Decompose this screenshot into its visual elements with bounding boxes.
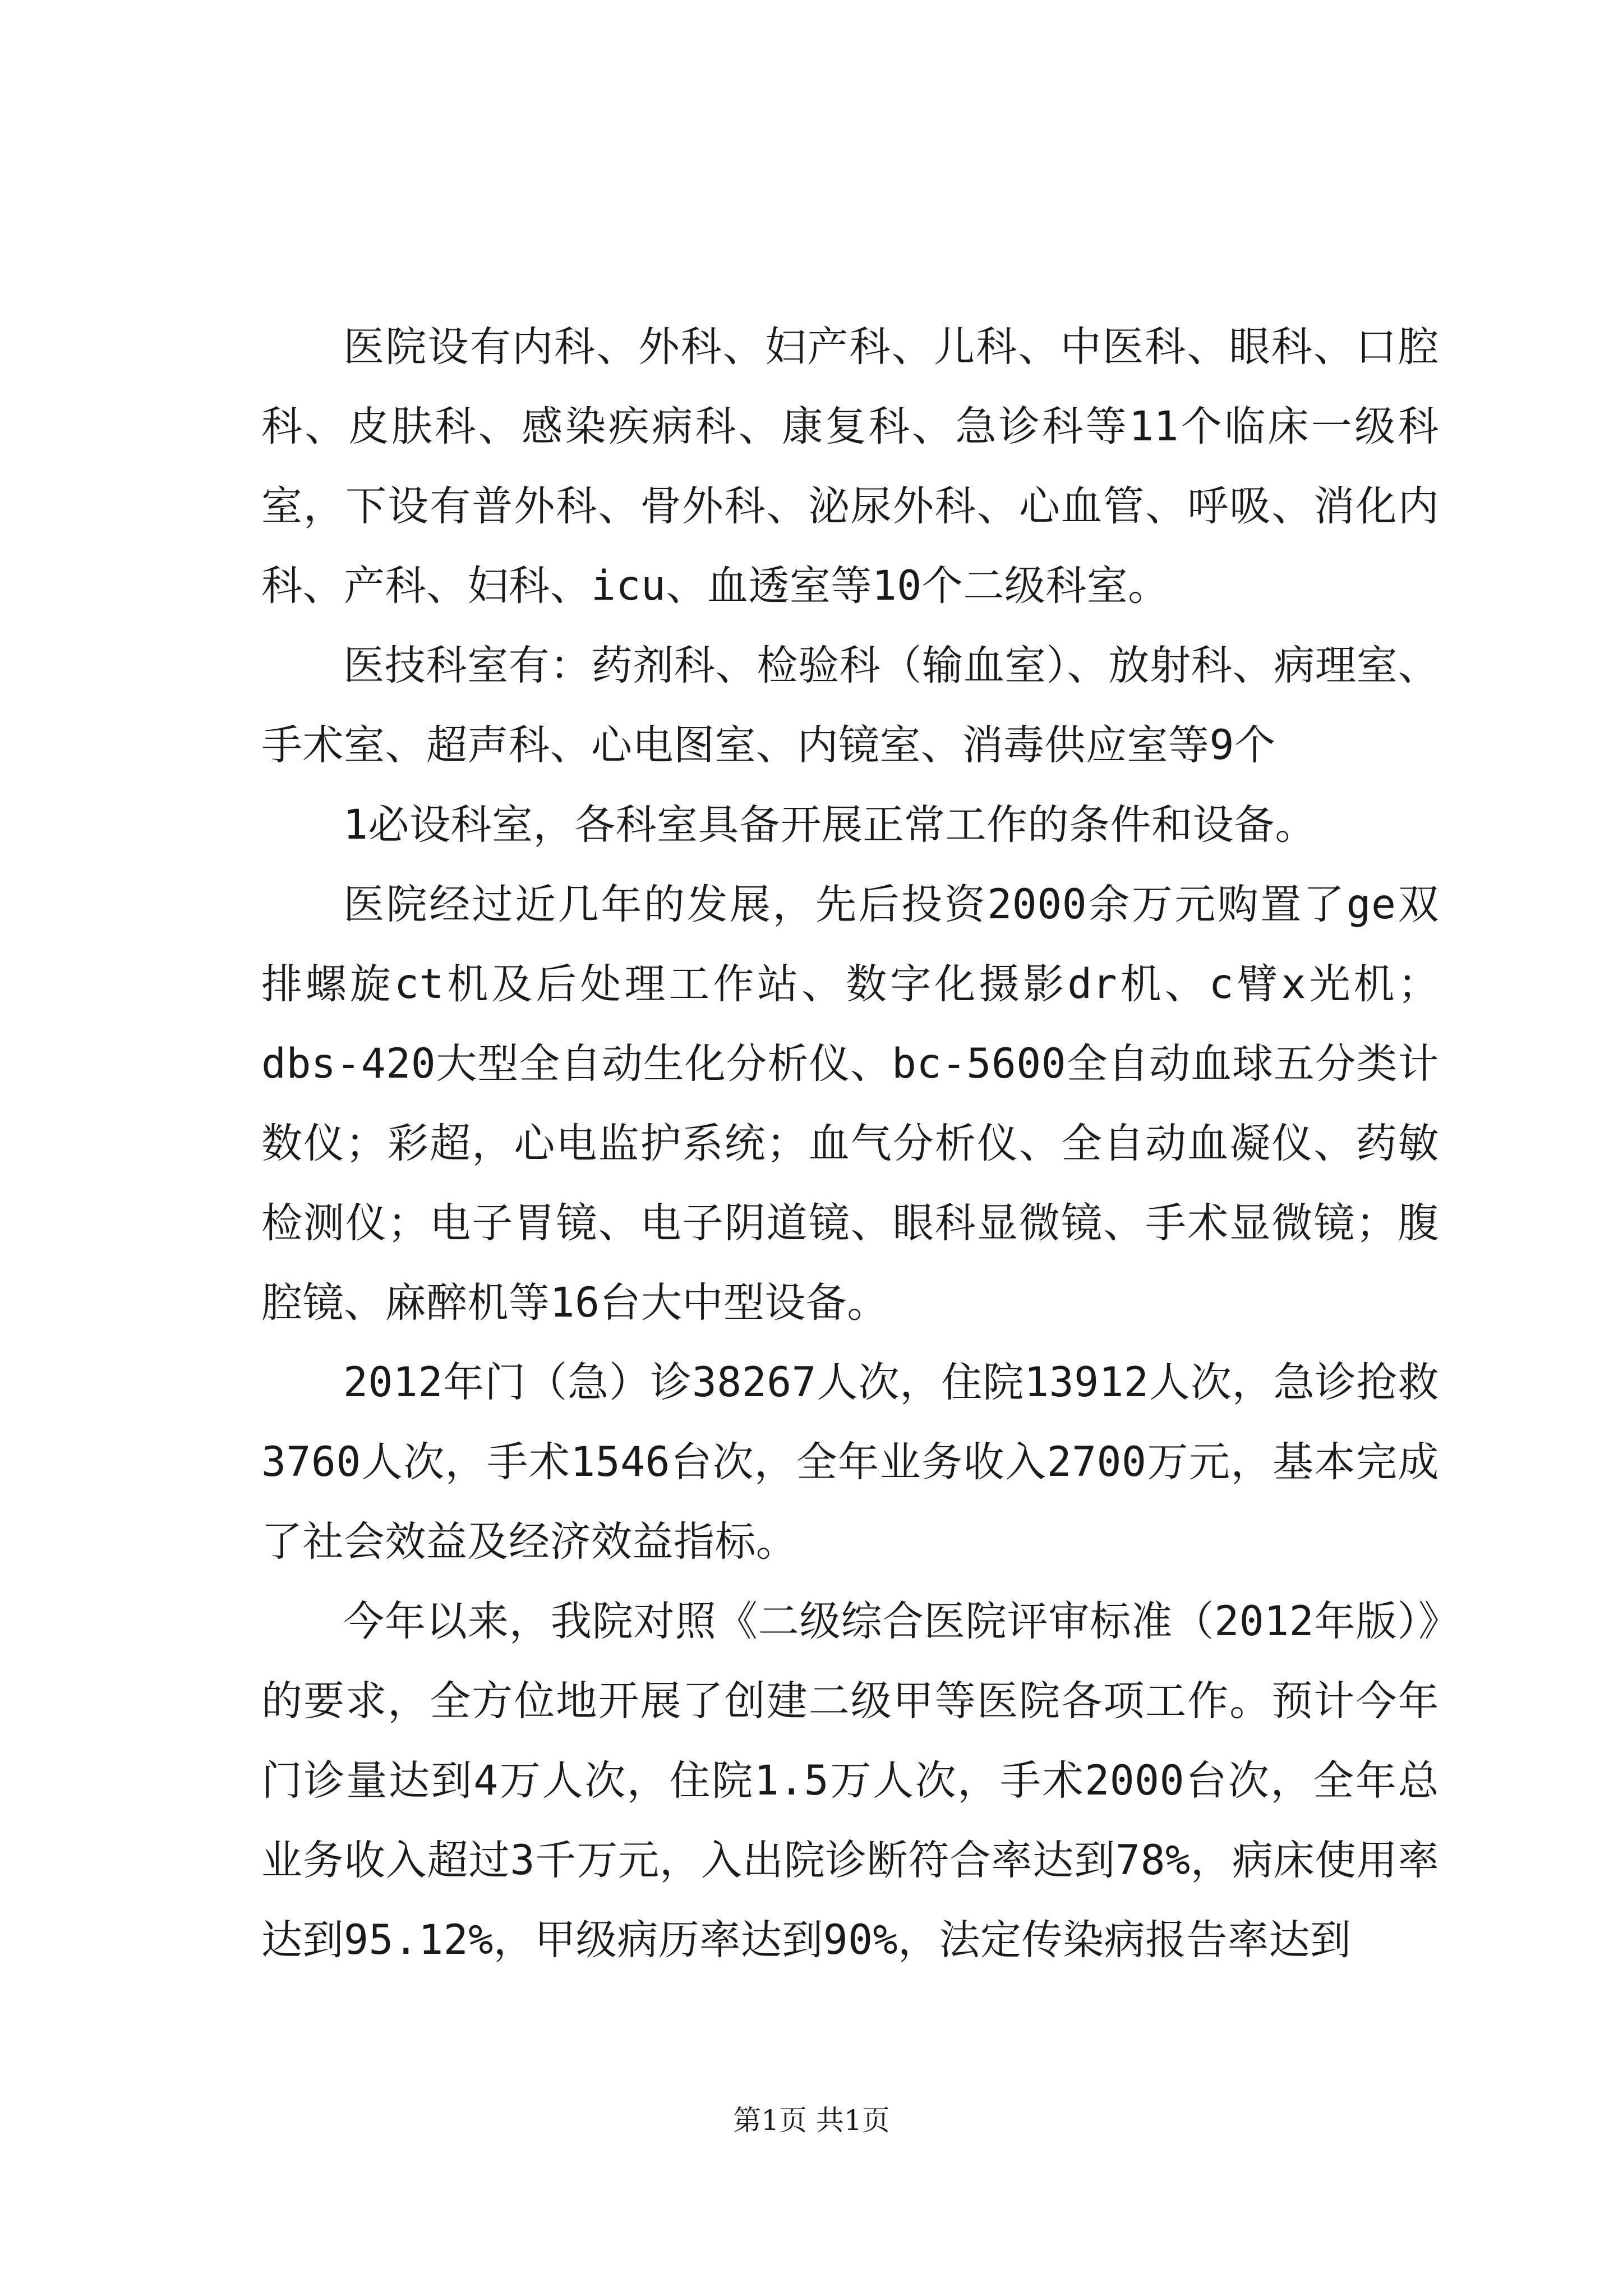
paragraph-2012-stats: 2012年门（急）诊38267人次，住院13912人次，急诊抢救3760人次，手术1546台次，全年业务收入2700万元，基本完成了社会效益及经济效益指标。 xyxy=(261,1359,1439,1566)
paragraph-required-rooms: 1必设科室，各科室具备开展正常工作的条件和设备。 xyxy=(343,801,1316,849)
paragraph-departments: 医院设有内科、外科、妇产科、儿科、中医科、眼科、口腔科、皮肤科、感染疾病科、康复科、急诊科等11个临床一级科室，下设有普外科、骨外科、泌尿外科、心血管、呼吸、消化内科、产科、妇科、icu、血透室等10个二级科室。 xyxy=(261,323,1439,610)
paragraph-this-year: 今年以来，我院对照《二级综合医院评审标准（2012年版）》的要求，全方位地开展了创建二级甲等医院各项工作。预计今年门诊量达到4万人次，住院1.5万人次，手术2000台次，全年总业务收入超过3千万元，入出院诊断符合率达到78%，病床使用率达到95.12%，甲级病历率达到90%，法定传染病报告率达到 xyxy=(261,1598,1439,1964)
document-body xyxy=(261,307,1439,1980)
page-footer: 第1页 共1页 xyxy=(733,2104,890,2137)
paragraph-equipment: 医院经过近几年的发展，先后投资2000余万元购置了ge双排螺旋ct机及后处理工作站、数字化摄影dr机、c臂x光机；dbs-420大型全自动生化分析仪、bc-5600全自动血球五分类计数仪；彩超，心电监护系统；血气分析仪、全自动血凝仪、药敏检测仪；电子胃镜、电子阴道镜、眼科显微镜、手术显微镜；腹腔镜、麻醉机等16台大中型设备。 xyxy=(261,881,1439,1327)
paragraph-medical-tech: 医技科室有：药剂科、检验科（输血室）、放射科、病理室、手术室、超声科、心电图室、内镜室、消毒供应室等9个 xyxy=(261,642,1439,769)
